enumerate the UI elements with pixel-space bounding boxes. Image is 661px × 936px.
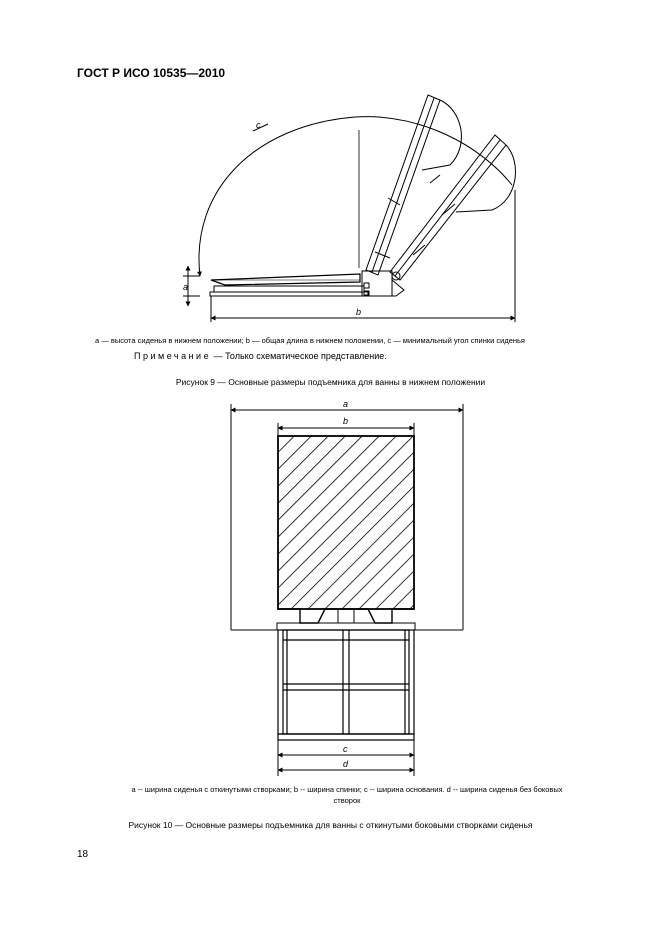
- figure9-label-b: b: [356, 307, 362, 317]
- figure10-caption: Рисунок 10 — Основные размеры подъемника для ванны с откинутыми боковыми створками сиденья: [128, 820, 533, 830]
- seat-base: [210, 271, 404, 322]
- figure10-legend-line1: a -- ширина сиденья с откинутыми створками; b -- ширина спинки; c -- ширина основания. d -- ширина сиденья без боковых: [131, 785, 563, 794]
- backrest-reclined: [390, 135, 515, 280]
- figure-10-drawing: [231, 404, 463, 776]
- figure10-label-c: c: [343, 744, 348, 754]
- figure9-legend: a — высота сиденья в нижнем положении; b — общая длина в нижнем положении, c — минимальный угол спинки сиденья: [95, 336, 525, 345]
- figure10-label-d: d: [343, 759, 349, 769]
- figure10-legend: [77, 784, 617, 806]
- base-frame: [278, 630, 414, 740]
- page-number: 18: [77, 849, 89, 860]
- seat-flaps-outline: [231, 623, 463, 630]
- figure9-note: [134, 351, 387, 361]
- note-text: — Только схематическое представление.: [213, 351, 387, 361]
- figure9-label-a: a: [183, 282, 189, 292]
- backrest-upright: [366, 95, 461, 275]
- backrest-hatched: [278, 436, 414, 609]
- angle-arc-c: [199, 117, 512, 276]
- document-header: ГОСТ Р ИСО 10535—2010: [77, 66, 226, 80]
- figure10-legend-line2: створок: [333, 796, 361, 805]
- figure10-label-a: a: [343, 399, 349, 409]
- figure10-label-b: b: [343, 416, 349, 426]
- figure-9-drawing: [183, 95, 515, 322]
- figure9-label-c: c: [256, 120, 261, 130]
- figure9-caption: Рисунок 9 — Основные размеры подъемника для ванны в нижнем положении: [175, 377, 486, 387]
- note-word: Примечание: [134, 351, 212, 361]
